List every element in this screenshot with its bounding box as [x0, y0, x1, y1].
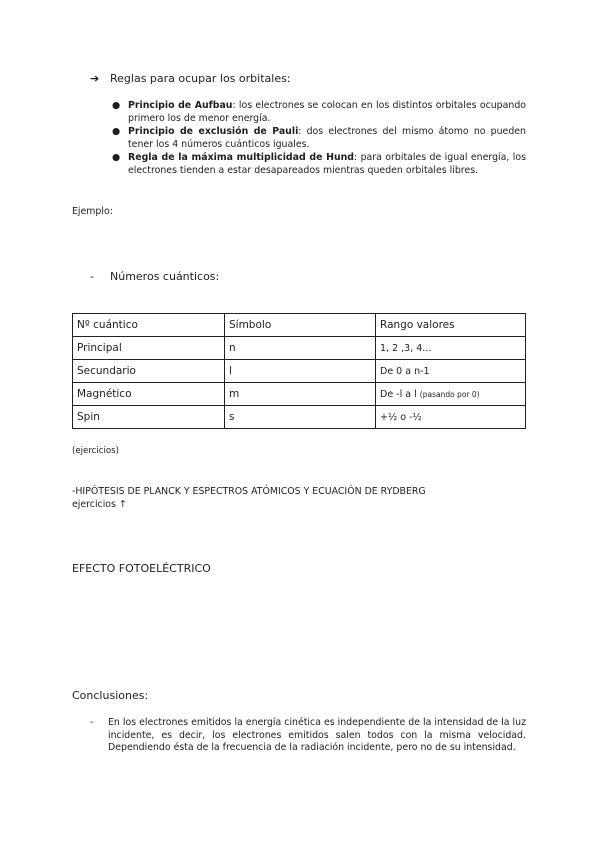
bullet-icon: ●	[112, 126, 121, 138]
table-cell: n	[225, 337, 376, 360]
table-header-cell: Rango valores	[376, 314, 526, 337]
dash-bullet: -	[90, 270, 94, 283]
planck-section	[72, 485, 426, 511]
table-header-cell: Símbolo	[225, 314, 376, 337]
rule-text: : para orbitales de igual energía, los electrones tienden a estar desapareados mientras queden orbitales libres.	[128, 152, 526, 176]
table-header-row	[73, 314, 526, 337]
planck-title: -HIPÓTESIS DE PLANCK Y ESPECTROS ATÓMICOS Y ECUACIÓN DE RYDBERG	[72, 486, 426, 497]
conclusions-title: Conclusiones:	[72, 689, 149, 702]
rule-text: : los electrones se colocan en los distintos orbitales ocupando primero los de menor energía.	[128, 100, 527, 124]
list-item	[90, 717, 526, 755]
table-cell	[376, 383, 526, 406]
table-row	[73, 360, 526, 383]
range-note: (pasando por 0)	[419, 389, 480, 399]
exercises-note: (ejercicios)	[72, 446, 119, 456]
bullet-icon: ●	[112, 152, 121, 164]
table-cell: Magnético	[73, 383, 225, 406]
list-item	[112, 126, 526, 151]
rule-title: Principio de exclusión de Pauli	[128, 126, 299, 138]
rule-text: : dos electrones del mismo átomo no pueden tener los 4 números cuánticos iguales.	[128, 126, 526, 150]
table-cell: Secundario	[73, 360, 225, 383]
table-row	[73, 383, 526, 406]
rules-heading	[90, 72, 291, 85]
list-item	[112, 152, 526, 177]
table-row	[73, 406, 526, 429]
table-cell: 1, 2 ,3, 4...	[376, 337, 526, 360]
quantum-numbers-heading	[90, 270, 219, 283]
bullet-icon: ●	[112, 100, 121, 111]
range-value: De -l a l	[380, 388, 417, 400]
table-cell: s	[225, 406, 376, 429]
table-cell: Principal	[73, 337, 225, 360]
table-header-cell: Nº cuántico	[73, 314, 225, 337]
quantum-numbers-label: Números cuánticos:	[110, 270, 220, 283]
table-cell: Spin	[73, 406, 225, 429]
table-cell: m	[225, 383, 376, 406]
rules-list	[112, 100, 527, 179]
planck-exercises: ejercicios ↑	[72, 499, 127, 510]
table-cell: l	[225, 360, 376, 383]
table-row	[73, 337, 526, 360]
rule-title: Regla de la máxima multiplicidad de Hund	[128, 152, 355, 164]
rule-title: Principio de Aufbau	[128, 100, 233, 111]
list-item	[112, 100, 527, 125]
conclusion-text: En los electrones emitidos la energía cinética es independiente de la intensidad de la luz incidente, es decir, los electrones emitidos salen todos con la misma velocidad. Dependiendo ésta de la frecuencia de la radiación incidente, pero no de su intensidad.	[108, 717, 526, 754]
rules-heading-text: Reglas para ocupar los orbitales:	[110, 72, 291, 85]
dash-bullet: -	[90, 717, 94, 728]
table-cell: +½ o -½	[376, 406, 526, 429]
table-cell: De 0 a n-1	[376, 360, 526, 383]
example-label: Ejemplo:	[72, 206, 113, 217]
arrow-icon: ➔	[90, 72, 100, 85]
quantum-numbers-table	[72, 313, 526, 429]
photoelectric-title: EFECTO FOTOELÉCTRICO	[72, 562, 211, 575]
